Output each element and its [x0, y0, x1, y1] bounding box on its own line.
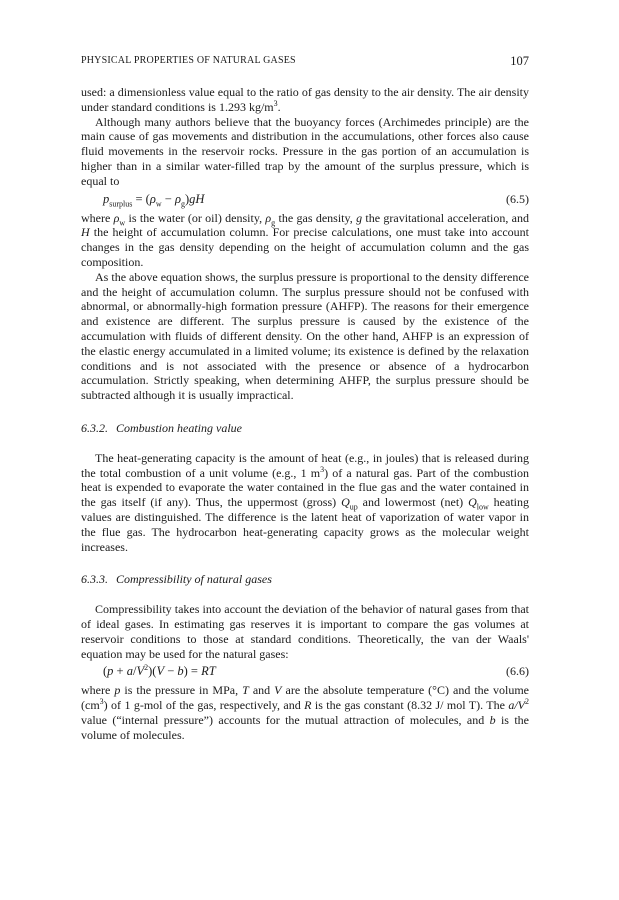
subscript: low	[476, 502, 489, 512]
text-run: and	[248, 683, 275, 698]
symbol: T	[242, 683, 249, 698]
subscript: w	[155, 199, 162, 209]
text-run: is the volume of molecules.	[81, 712, 529, 742]
section-title: Combustion heating value	[116, 420, 242, 435]
subscript: up	[349, 502, 358, 512]
section-number: 6.3.3.	[81, 572, 108, 587]
symbol: V	[274, 683, 282, 698]
equation-6-5	[81, 191, 529, 208]
symbol: a	[126, 664, 133, 679]
symbol: a/V	[508, 698, 526, 713]
text-run: ) of a natural gas. Part of the combustion heat is expended to evaporate the water contained in the flue gas and the water contained in the gas itself (if any). Thus, the uppermost (gross)	[81, 465, 529, 510]
symbol: Q	[341, 495, 350, 510]
text-run: ) of 1 g-mol of the gas, respectively, and	[103, 698, 305, 713]
text-run: +	[113, 664, 127, 679]
text-run: (	[103, 664, 108, 679]
subscript: w	[119, 217, 126, 227]
text-run: is the water (or oil) density,	[125, 210, 266, 225]
symbol: V	[156, 664, 165, 679]
superscript: 3	[273, 98, 278, 108]
symbol: b	[177, 664, 184, 679]
text-run: is the pressure in MPa,	[120, 683, 243, 698]
text-run: .	[277, 99, 281, 114]
symbol: R	[304, 698, 312, 713]
symbol: ρ	[174, 191, 181, 206]
section-heading-6-3-2	[81, 421, 529, 436]
body-text	[81, 85, 529, 742]
text-run: −	[161, 191, 175, 206]
symbol: g	[356, 210, 363, 225]
page-number: 107	[510, 54, 529, 68]
symbol: Q	[468, 495, 477, 510]
symbol: p	[107, 664, 114, 679]
symbol: b	[489, 712, 496, 727]
symbol: p	[114, 683, 121, 698]
equation-6-6	[81, 663, 529, 680]
text-run: is the gas constant (8.32 J/ mol T). The	[311, 698, 509, 713]
symbol: p	[103, 191, 110, 206]
text-run: /	[132, 664, 137, 679]
text-run: the gravitational acceleration, and	[362, 210, 529, 225]
text-run: where	[81, 210, 114, 225]
symbol: H	[81, 225, 90, 240]
text-run: The heat-generating capacity is the amount of heat (e.g., in joules) that is released during the total combustion of a unit volume (e.g., 1 m	[81, 450, 529, 480]
equation-number: (6.6)	[506, 664, 529, 679]
text-run: heating values are distinguished. The difference is the latent heat of vaporization of water vapor in the flue gas. The hydrocarbon heat-generating capacity grows as the molecular weight increases.	[81, 495, 529, 554]
equation-number: (6.5)	[506, 191, 529, 206]
text-run: are the absolute temperature (°C) and the volume (cm	[81, 683, 530, 713]
symbol: ρ	[113, 210, 120, 225]
text-run: the gas density,	[275, 210, 357, 225]
text-run: )(	[148, 664, 157, 679]
symbol: gH	[189, 191, 205, 206]
text-run: used: a dimensionless value equal to the ratio of gas density to the air density. The air density under standard conditions is 1.293 kg/m	[81, 85, 529, 114]
superscript: 2	[144, 663, 149, 673]
paragraph-variable-definitions	[81, 211, 529, 270]
subscript: g	[271, 217, 276, 227]
text-run: where	[81, 683, 115, 698]
text-run: −	[164, 664, 178, 679]
superscript: 2	[525, 697, 530, 707]
page-header	[81, 55, 529, 69]
symbol: ρ	[149, 191, 156, 206]
text-run: = (	[132, 191, 150, 206]
running-head: PHYSICAL PROPERTIES OF NATURAL GASES	[81, 55, 296, 66]
paragraph-van-der-waals-terms	[81, 683, 529, 742]
section-heading-6-3-3	[81, 572, 529, 587]
paragraph-air-density	[81, 85, 529, 115]
paragraph-compressibility: Compressibility takes into account the deviation of the behavior of natural gases from that of ideal gases. In estimating gas reserves it is important to compare the gas volumes at reservoir conditions to those at standard conditions. Theoretically, the van der Waals' equation may be used for the natural gases:	[81, 602, 529, 661]
symbol: V	[136, 664, 145, 679]
text-run: ) =	[183, 664, 202, 679]
text-run: value (“internal pressure”) accounts for the mutual attraction of molecules, and	[81, 712, 490, 727]
subscript: g	[180, 199, 185, 209]
symbol: RT	[201, 664, 216, 679]
paragraph-heating-value	[81, 451, 529, 555]
paragraph-surplus-pressure: As the above equation shows, the surplus pressure is proportional to the density difference and the height of accumulation column. The surplus pressure should not be confused with abnormal, or abnormally-high formation pressure (AHFP). The reasons for their emergence and existence are different. The surplus pressure is caused by the existence of the accumulation with fluids of different density. On the other hand, AHFP is an expression of the elastic energy accumulated in a limited volume; its existence is defined by the relaxation conditions and is not associated with the presence or absence of a hydrocarbon accumulation. Strictly speaking, when determining AHFP, the surplus pressure should be subtracted although it is usually impractical.	[81, 269, 529, 403]
text-run: and lowermost (net)	[357, 495, 469, 510]
text-run: )	[184, 191, 190, 206]
equation-expression	[103, 664, 216, 679]
text-run: the height of accumulation column. For precise calculations, one must take into account changes in the gas density depending on the height of accumulation column and the gas composition.	[81, 225, 529, 269]
section-title: Compressibility of natural gases	[116, 572, 272, 587]
section-number: 6.3.2.	[81, 420, 108, 435]
superscript: 3	[320, 464, 325, 474]
paragraph-buoyancy: Although many authors believe that the buoyancy forces (Archimedes principle) are the main cause of gas movements and distribution in the accumulations, other forces also cause fluid movements in the reservoir rocks. Pressure in the gas portion of an accumulation is higher than in a similar water-filled trap by the amount of the surplus pressure, which is equal to	[81, 114, 529, 188]
symbol: ρ	[265, 210, 272, 225]
superscript: 3	[99, 697, 104, 707]
equation-expression	[103, 192, 204, 207]
subscript: surplus	[109, 199, 133, 209]
